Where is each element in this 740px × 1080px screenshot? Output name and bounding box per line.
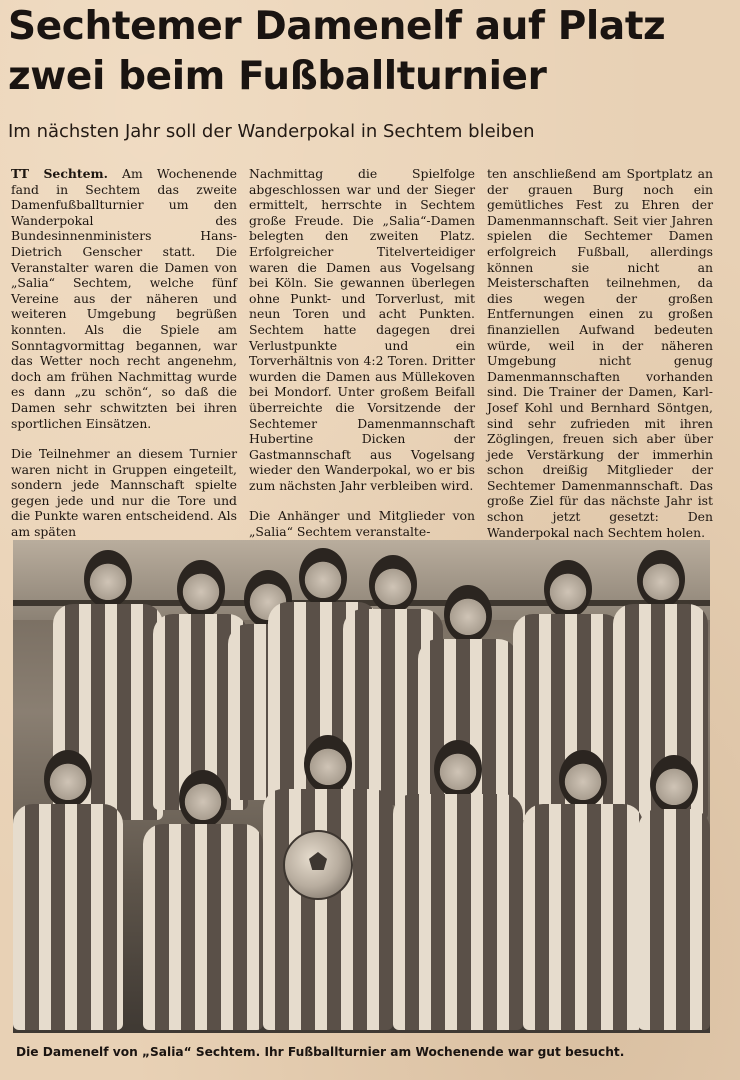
paragraph-text: Die Teilnehmer an diesem Turnier waren nicht in Gruppen eingeteilt, sondern jede Mannschaft spielte gegen jede und nur die Tore und die Punkte waren entscheidend. Als am späten — [11, 446, 237, 540]
player-figure — [393, 740, 523, 1030]
paragraph-text: ten anschließend am Sportplatz an der grauen Burg noch ein gemütliches Fest zu Ehren der Damenmannschaft. Seit vier Jahren spielen die Sechtemer Damen erfolgreich Fußball, allerdings können sie nicht an Meisterschaften teilnehmen, da dies wegen der großen Entfernungen einen zu großen finanziellen Aufwand bedeuten würde, weil in der näheren Umgebung nicht genug Damenmannschaften vorhanden sind. Die Trainer der Damen, Karl-Josef Kohl und Bernhard Söntgen, sind sehr zufrieden mit ihren Zöglingen, freuen sich aber über jede Verstärkung der immerhin schon dreißig Mitglieder der Sechtemer Damenmannschaft. Das große Ziel für das nächste Jahr ist schon jetzt gesetzt: Den Wanderpokal nach Sechtem holen. — [487, 166, 713, 540]
paragraph — [11, 166, 237, 431]
football — [283, 830, 353, 900]
paragraph-text: Am Wochenende fand in Sechtem das zweite Damenfußballturnier um den Wanderpokal des Bundesinnenministers Hans-Dietrich Genscher statt. Die Veranstalter waren die Damen von „Salia“ Sechtem, welche fünf Vereine aus der näheren und weiteren Umgebung begrüßen konnten. Als die Spiele am Sonntagvormittag begannen, war das Wetter noch recht angenehm, doch am frühen Nachmittag wurde es dann „zu schön“, so daß die Damen sehr schwitzten bei ihren sportlichen Einsätzen. — [11, 166, 237, 431]
player-figure — [143, 770, 263, 1030]
player-figure — [13, 750, 123, 1030]
article-column-3 — [487, 166, 713, 540]
dateline: TT Sechtem. — [11, 166, 108, 181]
photo-caption: Die Damenelf von „Salia“ Sechtem. Ihr Fußballturnier am Wochenende war gut besucht. — [16, 1045, 625, 1059]
player-figure — [523, 750, 643, 1030]
paragraph — [11, 446, 237, 540]
article-column-2 — [249, 166, 475, 540]
team-photo — [13, 540, 710, 1033]
headline: Sechtemer Damenelf auf Platz zwei beim Fußballturnier — [8, 4, 666, 99]
paragraph-text: Die Anhänger und Mitglieder von „Salia“ Sechtem veranstalte- — [249, 508, 475, 540]
paragraph — [249, 166, 475, 493]
player-figure — [638, 755, 710, 1030]
paragraph — [487, 166, 713, 540]
paragraph-text: Nachmittag die Spielfolge abgeschlossen war und der Sieger ermittelt, herrschte in Sechtem große Freude. Die „Salia“-Damen belegten den zweiten Platz. Erfolgreicher Titelverteidiger waren die Damen aus Vogelsang bei Köln. Sie gewannen überlegen ohne Punkt- und Torverlust, mit neun Toren und acht Punkten. Sechtem hatte dagegen drei Verlustpunkte und ein Torverhältnis von 4:2 Toren. Dritter wurden die Damen aus Müllekoven bei Mondorf. Unter großem Beifall überreichte die Vorsitzende der Sechtemer Damenmannschaft Hubertine Dicken der Gastmannschaft aus Vogelsang wieder den Wanderpokal, wo er bis zum nächsten Jahr verbleiben wird. — [249, 166, 475, 493]
article-column-1 — [11, 166, 237, 540]
subheadline: Im nächsten Jahr soll der Wanderpokal in Sechtem bleiben — [8, 121, 535, 142]
paragraph — [249, 508, 475, 539]
